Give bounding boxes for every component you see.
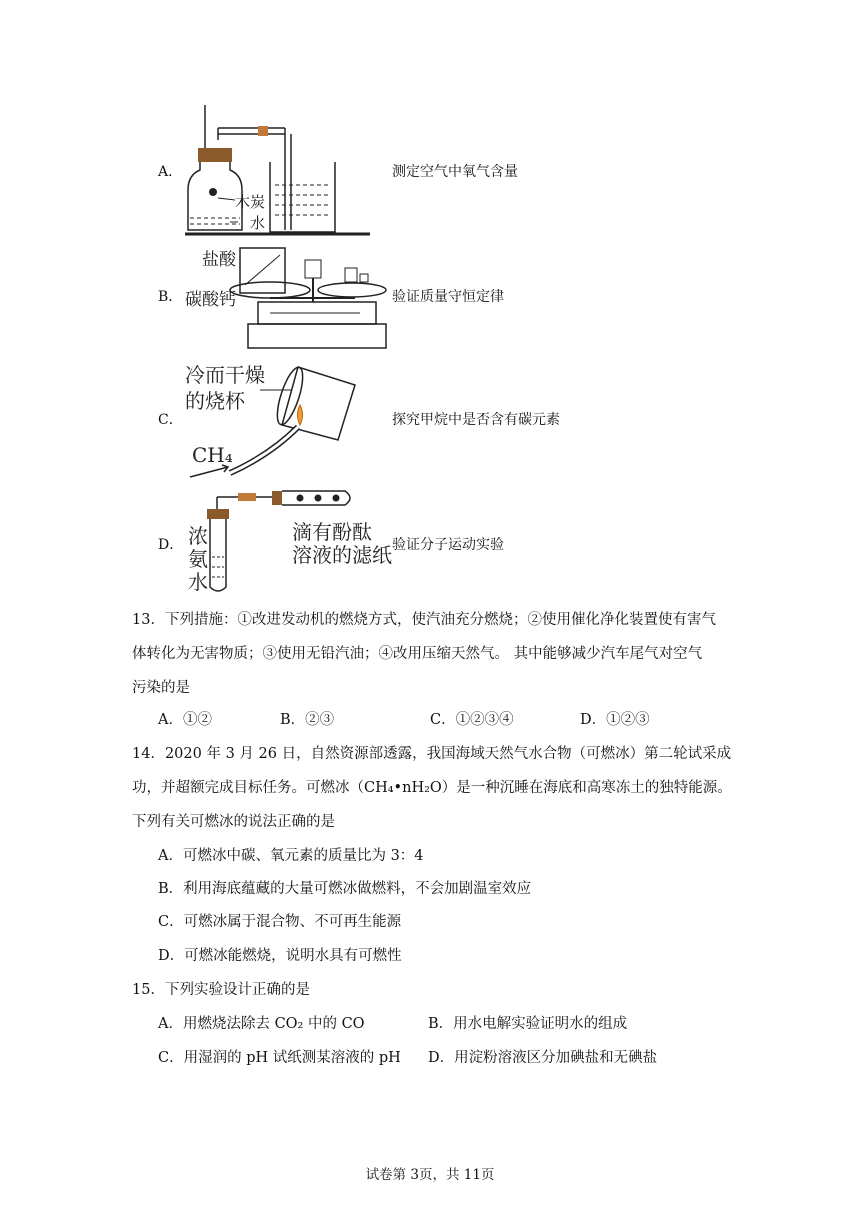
option-c-caption: 探究甲烷中是否含有碳元素 [392,412,560,428]
q14-stem-line-1: 14．2020 年 3 月 26 日，自然资源部透露，我国海域天然气水合物（可燃冰）第二轮试采成 [132,746,732,762]
option-a-letter: A． [158,164,183,180]
q13-stem-line-1: 13．下列措施：①改进发动机的燃烧方式，使汽油充分燃烧；②使用催化净化装置使有害气 [132,612,716,628]
page-footer: 试卷第 3页，共 11页 [365,1167,495,1183]
option-d-letter: D． [158,537,184,553]
q15-stem: 15．下列实验设计正确的是 [132,982,310,998]
q13-stem-line-2: 体转化为无害物质；③使用无铅汽油；④改用压缩天然气。 其中能够减少汽车尾气对空气 [132,646,703,662]
q13-choice-a: A．①② [158,712,212,728]
q15-choice-b: B．用水电解实验证明水的组成 [428,1016,628,1032]
q14-choice-d: D．可燃冰能燃烧，说明水具有可燃性 [158,948,402,964]
option-d-caption: 验证分子运动实验 [392,537,504,553]
figure-a-oxygen-apparatus [180,100,390,240]
label-beaker: 的烧杯 [185,389,245,413]
q15-choice-d: D．用淀粉溶液区分加碘盐和无碘盐 [428,1050,658,1066]
label-filter-paper: 溶液的滤纸 [292,543,392,567]
q14-choice-c: C．可燃冰属于混合物、不可再生能源 [158,914,402,930]
q15-choice-c: C．用湿润的 pH 试纸测某溶液的 pH [158,1050,401,1066]
q14-stem-line-2: 功，并超额完成目标任务。可燃冰（CH₄•nH₂O）是一种沉睡在海底和高寒冻土的独特能源。 [132,780,732,796]
figure-c-methane-beaker [180,355,380,490]
label-hydrochloric-acid: 盐酸 [202,250,236,270]
q14-choice-a: A．可燃冰中碳、氧元素的质量比为 3：4 [158,848,424,864]
label-charcoal: 木炭 [235,193,266,211]
q13-stem-line-3: 污染的是 [132,680,190,696]
option-b-letter: B． [158,289,183,305]
label-water-d: 水 [188,570,208,594]
figure-d-molecule-motion [180,487,392,599]
option-b-caption: 验证质量守恒定律 [392,289,504,305]
figure-b-balance [180,240,390,355]
label-ammonia: 氨 [188,547,208,571]
label-concentrated: 浓 [188,524,208,548]
q13-choice-d: D．①②③ [580,712,650,728]
label-water: 水 [250,214,266,232]
q13-choice-c: C．①②③④ [430,712,514,728]
label-ch4: CH₄ [192,443,233,467]
option-a-caption: 测定空气中氧气含量 [392,164,518,180]
label-calcium-carbonate: 碳酸钙 [185,290,236,310]
q15-choice-a: A．用燃烧法除去 CO₂ 中的 CO [158,1016,365,1032]
label-cold-dry: 冷而干燥 [185,363,265,387]
q13-choice-b: B．②③ [280,712,335,728]
q14-choice-b: B．利用海底蕴藏的大量可燃冰做燃料，不会加剧温室效应 [158,881,532,897]
option-c-letter: C． [158,412,183,428]
label-phenolphthalein: 滴有酚酞 [292,520,372,544]
q14-stem-line-3: 下列有关可燃冰的说法正确的是 [132,814,335,830]
